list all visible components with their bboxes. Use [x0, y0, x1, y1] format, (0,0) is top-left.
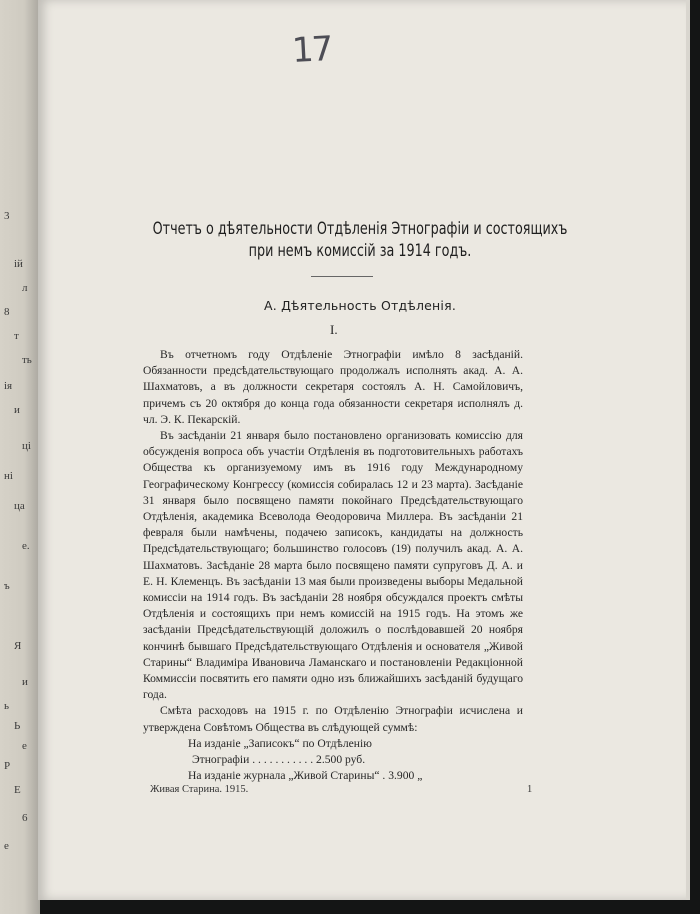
adjacent-page-text-fragment: е. — [22, 540, 30, 552]
paragraph: Въ отчетномъ году Отдѣленіе Этнографіи имѣло 8 засѣданій. Обязанности предсѣдательствующаго продолжалъ исполнять акад. А. А. Шахматовъ, а въ должности секретаря состоялъ А. Н. Самойловичъ, причемъ съ 20 октября до конца года обязанности секретаря исполнялъ д. чл. Э. К. Пекарскій. — [143, 348, 523, 426]
adjacent-page-text-fragment: ть — [22, 354, 32, 366]
signature-mark: 1 — [527, 784, 533, 795]
adjacent-page-text-fragment: е — [22, 740, 27, 752]
adjacent-page-text-fragment: 3 — [4, 210, 10, 222]
paragraph: Въ засѣданіи 21 января было постановлено организовать комиссію для обсужденія вопроса объ участіи Отдѣленія въ подготовительныхъ работахъ Общества къ организуемому имъ въ 1916 году Международному Географическому Конгрессу (комиссія собиралась 12 и 23 марта). Засѣданіе 31 января было посвящено памяти покойнаго Предсѣдательствующаго Отдѣленія, академика Всеволода Ѳеодоровича Миллера. Въ засѣданіи 21 февраля были намѣчены, подачею записокъ, кандидаты на должность Предсѣдательствующаго; большинство голосовъ (19) получилъ акад. А. А. Шахматовъ. Засѣданіе 28 марта было посвящено памяти супруговъ Д. А. и Е. Н. Клеменцъ. Въ засѣданіи 13 мая были произведены выборы Медальной комиссіи на 1914 годъ. Въ засѣданіи 28 ноября обсуждался проектъ смѣты Отдѣленія и состоящихъ при немъ комиссій на 1915 годъ. На этомъ же засѣданіи Предсѣдательствующій доложилъ о послѣдовавшей 20 ноября кончинѣ бывшаго Предсѣдательствующаго Отдѣленія и основателя „Живой Старины“ Владиміра Ивановича Ламанскаго и постановленіи Редакціонной Коммиссіи посвятить его памяти одно изъ ближайшихъ засѣданій будущаго года. — [143, 429, 523, 702]
handwritten-page-number: 17 — [290, 28, 333, 72]
budget-row — [188, 768, 528, 784]
adjacent-page-text-fragment: ці — [22, 440, 31, 452]
page-edge — [686, 0, 690, 900]
document-title: Отчетъ о дѣятельности Отдѣленія Этнографіи и состоящихъ при немъ комиссій за 1914 годъ. — [152, 219, 568, 260]
budget-label: На изданіе журнала „Живой Старины“ . — [188, 769, 386, 782]
section-number: I. — [330, 322, 338, 337]
adjacent-page-text-fragment: е — [4, 840, 9, 852]
adjacent-page-text-fragment: Р — [4, 760, 11, 772]
budget-row — [188, 736, 528, 752]
adjacent-page-edge — [0, 0, 40, 914]
budget-row — [188, 752, 528, 768]
adjacent-page-text-fragment: ій — [14, 258, 23, 270]
adjacent-page-text-fragment: ія — [4, 380, 13, 392]
adjacent-page-text-fragment: ъ — [4, 580, 10, 592]
adjacent-page-text-fragment: и — [22, 676, 28, 688]
budget-list — [188, 736, 528, 784]
budget-label: На изданіе „Записокъ“ по Отдѣленію — [188, 737, 372, 750]
adjacent-page-text-fragment: л — [22, 282, 28, 294]
paragraph: Смѣта расходовъ на 1915 г. по Отдѣленію Этнографіи исчислена и утверждена Совѣтомъ Общества въ слѣдующей суммѣ: — [143, 704, 523, 734]
adjacent-page-text-fragment: ца — [14, 500, 25, 512]
adjacent-page-text-fragment: Ь — [14, 720, 21, 732]
body-text — [143, 347, 523, 736]
adjacent-page-text-fragment: т — [14, 330, 19, 342]
budget-label: Этнографіи . . . . . . . . . . . — [192, 753, 314, 766]
journal-footer: Живая Старина. 1915. — [150, 784, 249, 795]
title-divider — [311, 276, 373, 277]
adjacent-page-text-fragment: Е — [14, 784, 21, 796]
adjacent-page-text-fragment: 8 — [4, 306, 10, 318]
budget-amount: 2.500 руб. — [316, 753, 366, 766]
adjacent-page-text-fragment: ні — [4, 470, 13, 482]
adjacent-page-text-fragment: ь — [4, 700, 10, 712]
budget-amount: 3.900 „ — [388, 769, 423, 782]
adjacent-page-text-fragment: Я — [14, 640, 22, 652]
adjacent-page-text-fragment: 6 — [22, 812, 28, 824]
section-heading: А. Дѣятельность Отдѣленія. — [263, 298, 456, 313]
adjacent-page-text-fragment: и — [14, 404, 20, 416]
